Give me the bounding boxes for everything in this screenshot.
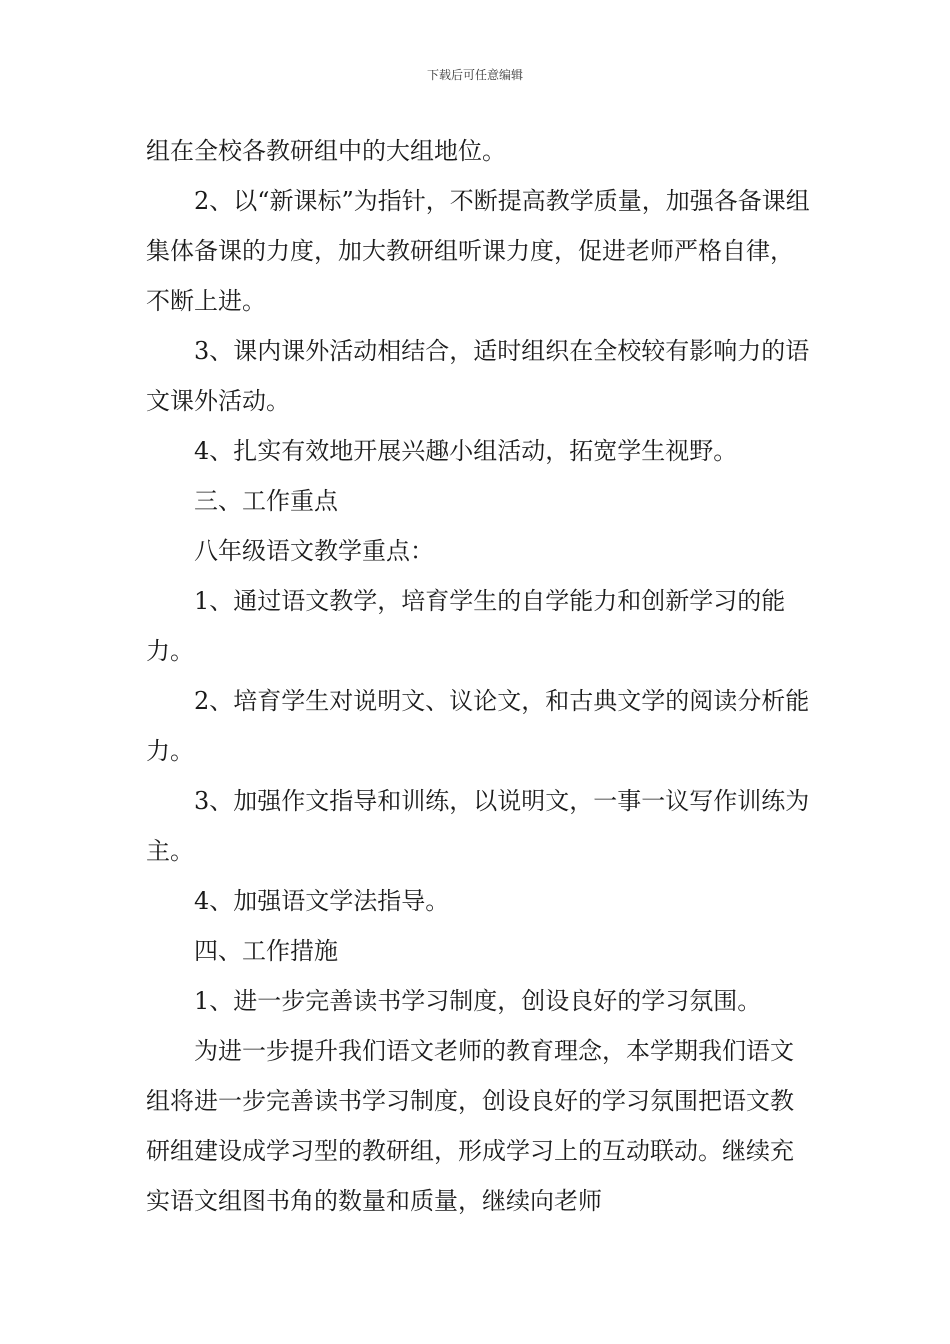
section-heading-work-measures: 四、工作措施 <box>194 937 338 965</box>
paragraph-focus-4: 4、加强语文学法指导。 <box>194 887 450 915</box>
paragraph-2: 2、以“新课标”为指针，不断提高教学质量，加强各备课组集体备课的力度，加大教研组听课力度，促进老师严格自律，不断上进。 <box>146 187 810 315</box>
paragraph-measure-1-detail: 为进一步提升我们语文老师的教育理念，本学期我们语文组将进一步完善读书学习制度，创设良好的学习氛围把语文教研组建设成学习型的教研组，形成学习上的互动联动。继续充实语文组图书角的数量和质量，继续向老师 <box>146 1037 794 1215</box>
paragraph-focus-2: 2、培育学生对说明文、议论文，和古典文学的阅读分析能力。 <box>146 687 810 765</box>
paragraph-measure-1: 1、进一步完善读书学习制度，创设良好的学习氛围。 <box>194 987 762 1015</box>
subheading-grade8-focus: 八年级语文教学重点： <box>194 537 434 565</box>
page-header: 下载后可任意编辑 <box>426 68 523 82</box>
paragraph-1: 组在全校各教研组中的大组地位。 <box>146 137 506 165</box>
paragraph-4: 4、扎实有效地开展兴趣小组活动，拓宽学生视野。 <box>194 437 738 465</box>
paragraph-focus-1: 1、通过语文教学，培育学生的自学能力和创新学习的能力。 <box>146 587 786 665</box>
document-body <box>146 126 810 1226</box>
section-heading-work-focus: 三、工作重点 <box>194 487 338 515</box>
paragraph-focus-3: 3、加强作文指导和训练，以说明文，一事一议写作训练为主。 <box>146 787 810 865</box>
paragraph-3: 3、课内课外活动相结合，适时组织在全校较有影响力的语文课外活动。 <box>146 337 810 415</box>
